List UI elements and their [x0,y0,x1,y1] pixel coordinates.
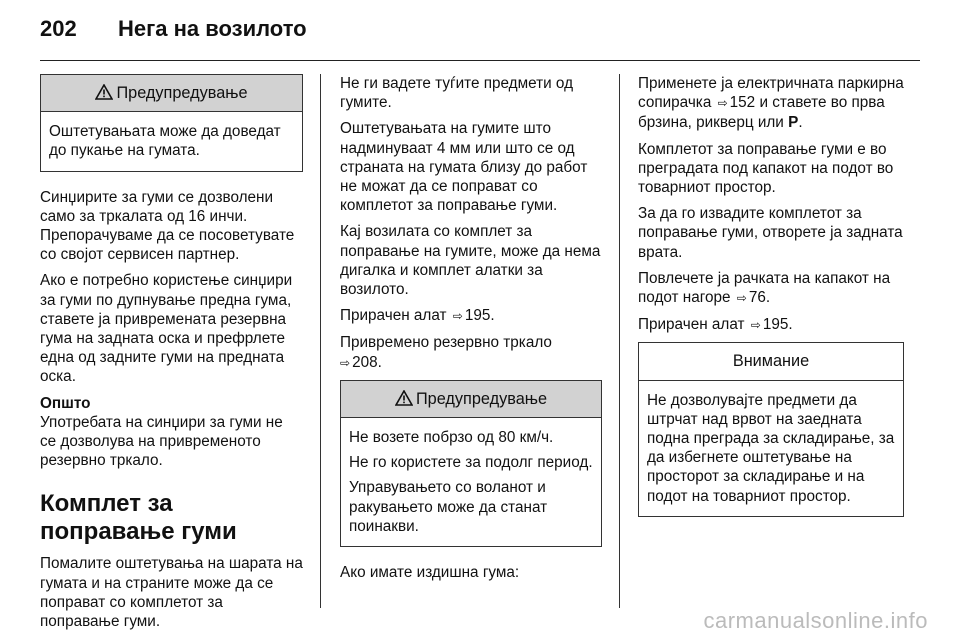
reference-arrow-icon: ⇨ [717,96,728,111]
reference-page[interactable]: 76. [748,289,771,307]
warning-triangle-icon [395,390,413,406]
column-1 [40,74,303,638]
paragraph: Помалите оштетувања на шарата на гумата и на страните може да се поправат со комплетот за поправање гуми. [40,555,303,631]
page-header [40,16,307,56]
warning-title: Предупредување [415,389,548,408]
warning-box-header [341,381,601,418]
column-divider-1 [320,74,321,608]
cross-reference: Привремено резервно тркало ⇨ 208. [340,334,552,371]
paragraph: Ако имате издишна гума: [340,564,520,582]
notice-text: Не дозволувајте предмети да штрчат над врвот на заедната подна преграда за складирање, за да избегнете оштетување на просторот за складирање и на подот на товарниот простор. [647,391,895,505]
paragraph: За да го извадите комплетот за поправање гуми, отворете ја задната врата. [638,205,903,261]
paragraph: Ако е потребно користење синџири за гуми по дупнување предна гума, ставете ја привремената резервна гума на задната оска и префрлете една од задните гуми на предната оска. [40,272,293,386]
paragraph: Применете ја електричната паркирна сопирачка ⇨ 152 и ставете во прва брзина, рикверц или P. [638,75,904,132]
cross-reference: Прирачен алат ⇨ 195. [340,307,495,325]
reference-arrow-icon: ⇨ [750,318,761,333]
reference-arrow-icon: ⇨ [340,355,351,370]
caution-label: Општо [40,394,91,412]
cross-reference: Прирачен алат ⇨ 195. [638,316,793,334]
warning-text: Оштетувањата може да доведат до пукање на гумата. [49,123,281,160]
warning-box-body [341,418,601,546]
warning-box [340,380,602,547]
warning-text: Не го користете за подолг период. [349,454,593,472]
warning-box-header [41,75,302,112]
reference-arrow-icon: ⇨ [736,291,747,306]
page-number: 202 [40,16,77,41]
gear-position-p: P [788,114,799,132]
warning-box-body [41,112,302,170]
column-2 [340,74,602,589]
paragraph: Не ги вадете туѓите предмети од гумите. [340,75,574,112]
paragraph: Кај возилата со комплет за поправање на гумите, може да нема дигалка и комплет алатки за возилото. [340,223,601,299]
reference-page[interactable]: 152 [729,94,756,112]
paragraph: Комплетот за поправање гуми е во преградата под капакот на подот во товарниот простор. [638,140,894,197]
caution-text: Употребата на синџири за гуми не се дозволува на привременото резервно тркало. [40,413,283,470]
cross-reference: Повлечете ја рачката на капакот на подот нагоре ⇨ 76. [638,269,891,307]
warning-title: Предупредување [116,84,248,102]
notice-box-body [639,381,903,516]
header-rule [40,60,920,61]
column-divider-2 [619,74,620,608]
warning-box [40,74,303,172]
section-heading: Комплет за поправање гуми [40,490,237,546]
paragraph: Оштетувањата на гумите што надминуваат 4 мм или што се од страната на гумата близу до работ не можат да се поправат со комплетот за поправање гуми. [340,120,588,215]
paragraph: Синџирите за гуми се дозволени само за тркалата од 16 инчи. Препорачуваме да се посоветувате со својот сервисен партнер. [40,188,295,264]
column-3 [638,74,904,533]
warning-triangle-icon [95,84,113,100]
reference-page[interactable]: 195. [762,316,793,334]
warning-text: Управувањето со воланот и ракувањето може да станат поинакви. [349,479,548,535]
reference-page[interactable]: 208. [352,353,382,371]
notice-box [638,342,904,516]
reference-page[interactable]: 195. [464,307,495,325]
reference-arrow-icon: ⇨ [452,309,463,324]
warning-text: Не возете побрзо од 80 км/ч. [349,429,554,447]
watermark: carmanualsonline.info [703,608,928,633]
section-title: Нега на возилото [118,16,307,41]
notice-box-header: Внимание [639,343,903,380]
